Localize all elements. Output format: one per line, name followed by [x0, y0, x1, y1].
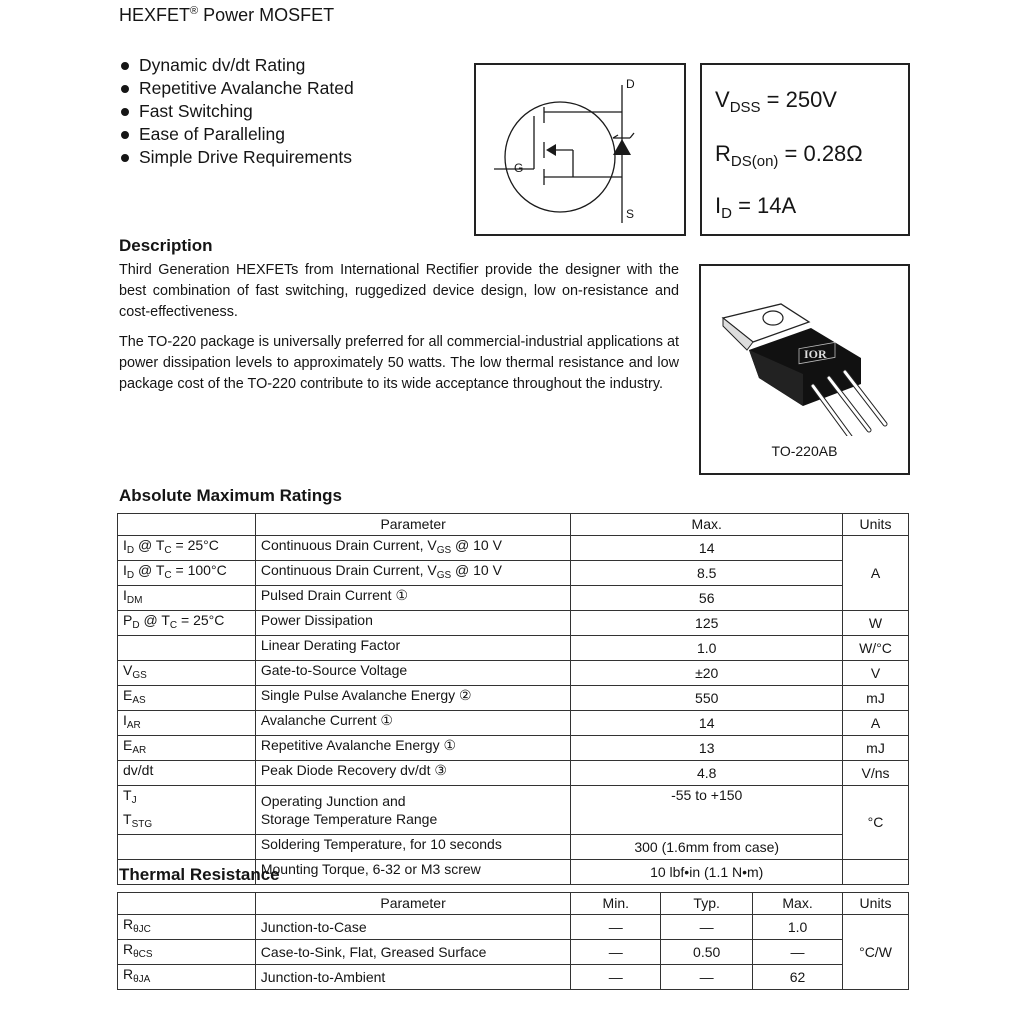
max-cell: — — [753, 939, 843, 964]
symbol-cell: $I_{AR}$ — [118, 710, 256, 735]
header-cell: Parameter — [255, 893, 571, 915]
parameter-cell: Gate-to-Source Voltage — [255, 660, 571, 685]
max-cell: 125 — [571, 610, 843, 635]
unit-cell: mJ — [843, 735, 909, 760]
parameter-cell: Operating Junction and Storage Temperature Range — [255, 785, 571, 834]
table-row — [118, 964, 909, 989]
symbol-cell: $P_D$ @ $T_C = 25^\circ C$ — [118, 610, 256, 635]
table-header-row — [118, 893, 909, 915]
symbol-cell: $I_{DM}$ — [118, 585, 256, 610]
parameter-cell: Repetitive Avalanche Energy ① — [255, 735, 571, 760]
feature-item: Repetitive Avalanche Rated — [119, 77, 354, 100]
package-label: TO-220AB — [771, 443, 838, 459]
table-row — [118, 785, 909, 834]
unit-cell: °C/W — [843, 914, 909, 989]
key-specs-box — [700, 63, 910, 236]
feature-item: Dynamic dv/dt Rating — [119, 54, 354, 77]
spec-rdson: $R_{DS(on)} = 0.28\Omega$ — [715, 141, 863, 170]
min-cell: — — [571, 939, 661, 964]
symbol-cell — [118, 834, 256, 859]
parameter-cell: Linear Derating Factor — [255, 635, 571, 660]
parameter-cell: Mounting Torque, 6-32 or M3 screw — [255, 859, 571, 884]
spec-vdss: $V_{DSS} = 250V$ — [715, 87, 837, 116]
header-cell — [118, 514, 256, 536]
header-cell: Units — [843, 893, 909, 915]
parameter-cell: Power Dissipation — [255, 610, 571, 635]
symbol-cell — [118, 635, 256, 660]
header-cell: Units — [843, 514, 909, 536]
table-row — [118, 610, 909, 635]
thermal-table — [117, 892, 909, 990]
parameter-cell: Case-to-Sink, Flat, Greased Surface — [255, 939, 571, 964]
description-paragraph: The TO-220 package is universally preferred for all commercial-industrial applications at power dissipation levels to approximately 50 watts. The low thermal resistance and low package cost of the TO-220 contribute to its wide acceptance throughout the industry. — [119, 334, 679, 392]
max-cell: 550 — [571, 685, 843, 710]
max-cell: 62 — [753, 964, 843, 989]
max-cell: 1.0 — [571, 635, 843, 660]
max-cell: -55 to +150 — [571, 785, 843, 834]
unit-cell: V — [843, 660, 909, 685]
symbol-cell: $R_{\theta JA}$ — [118, 964, 256, 989]
header-cell: Max. — [753, 893, 843, 915]
header-cell — [118, 893, 256, 915]
max-cell: 4.8 — [571, 760, 843, 785]
max-cell: 8.5 — [571, 560, 843, 585]
parameter-cell: Junction-to-Ambient — [255, 964, 571, 989]
drain-label: D — [626, 77, 635, 91]
table-row — [118, 760, 909, 785]
table-row — [118, 585, 909, 610]
symbol-cell: $R_{\theta CS}$ — [118, 939, 256, 964]
gate-label: G — [514, 161, 524, 175]
unit-cell: W — [843, 610, 909, 635]
symbol-cell: $R_{\theta JC}$ — [118, 914, 256, 939]
parameter-cell: Soldering Temperature, for 10 seconds — [255, 834, 571, 859]
to220-package-icon — [701, 266, 908, 436]
ior-marking: IOR — [804, 347, 827, 361]
parameter-cell: Avalanche Current ① — [255, 710, 571, 735]
table-header-row — [118, 514, 909, 536]
parameter-cell: Single Pulse Avalanche Energy ② — [255, 685, 571, 710]
parameter-cell: Peak Diode Recovery dv/dt ③ — [255, 760, 571, 785]
thermal-heading: Thermal Resistance — [119, 865, 280, 884]
max-cell: 13 — [571, 735, 843, 760]
feature-list — [119, 54, 354, 169]
table-row — [118, 660, 909, 685]
max-cell: 1.0 — [753, 914, 843, 939]
title-text: HEXFET — [119, 5, 191, 25]
unit-cell: A — [843, 710, 909, 735]
source-label: S — [626, 207, 635, 221]
description-paragraph: Third Generation HEXFETs from International Rectifier provide the designer with the best combination of fast switching, ruggedized device design, low on-resistance and cost-effectiveness. — [119, 262, 679, 320]
parameter-cell: Continuous Drain Current, $V_{GS}$ @ 10 V — [255, 535, 571, 560]
feature-item: Simple Drive Requirements — [119, 146, 354, 169]
unit-cell: mJ — [843, 685, 909, 710]
symbol-cell: $I_D$ @ $T_C = 25^\circ C$ — [118, 535, 256, 560]
typ-cell: — — [661, 964, 753, 989]
table-row — [118, 560, 909, 585]
max-cell: ±20 — [571, 660, 843, 685]
unit-cell: V/ns — [843, 760, 909, 785]
max-cell: 10 lbf•in (1.1 N•m) — [571, 859, 843, 884]
feature-item: Ease of Paralleling — [119, 123, 354, 146]
max-cell: 56 — [571, 585, 843, 610]
unit-cell: W/°C — [843, 635, 909, 660]
unit-cell — [843, 859, 909, 884]
header-cell: Min. — [571, 893, 661, 915]
table-row — [118, 735, 909, 760]
feature-item: Fast Switching — [119, 100, 354, 123]
min-cell: — — [571, 964, 661, 989]
table-row — [118, 914, 909, 939]
max-cell: 300 (1.6mm from case) — [571, 834, 843, 859]
symbol-cell: $V_{GS}$ — [118, 660, 256, 685]
typ-cell: 0.50 — [661, 939, 753, 964]
title-subtitle: Power MOSFET — [198, 5, 335, 25]
spec-id: $I_D = 14A$ — [715, 193, 797, 222]
min-cell: — — [571, 914, 661, 939]
description-heading: Description — [119, 236, 213, 255]
registered-mark: ® — [190, 5, 199, 17]
table-row — [118, 685, 909, 710]
symbol-cell: dv/dt — [118, 760, 256, 785]
abs-max-table — [117, 513, 909, 885]
table-row — [118, 635, 909, 660]
unit-cell: °C — [843, 785, 909, 859]
table-row — [118, 834, 909, 859]
table-row — [118, 710, 909, 735]
typ-cell: — — [661, 914, 753, 939]
max-cell: 14 — [571, 535, 843, 560]
parameter-cell: Continuous Drain Current, $V_{GS}$ @ 10 V — [255, 560, 571, 585]
symbol-cell: $E_{AS}$ — [118, 685, 256, 710]
symbol-cell: $E_{AR}$ — [118, 735, 256, 760]
header-cell: Typ. — [661, 893, 753, 915]
max-cell: 14 — [571, 710, 843, 735]
n-channel-mosfet-icon — [476, 65, 684, 234]
table-row — [118, 535, 909, 560]
table-row — [118, 939, 909, 964]
abs-max-heading: Absolute Maximum Ratings — [119, 486, 342, 505]
parameter-cell: Pulsed Drain Current ① — [255, 585, 571, 610]
package-box — [699, 264, 910, 475]
unit-cell: A — [843, 535, 909, 610]
page-title — [119, 5, 334, 26]
header-cell: Parameter — [255, 514, 571, 536]
header-cell: Max. — [571, 514, 843, 536]
symbol-cell: $I_D$ @ $T_C = 100^\circ C$ — [118, 560, 256, 585]
mosfet-symbol-box — [474, 63, 686, 236]
parameter-cell: Junction-to-Case — [255, 914, 571, 939]
symbol-cell: $T_J$ $T_{STG}$ — [118, 785, 256, 834]
